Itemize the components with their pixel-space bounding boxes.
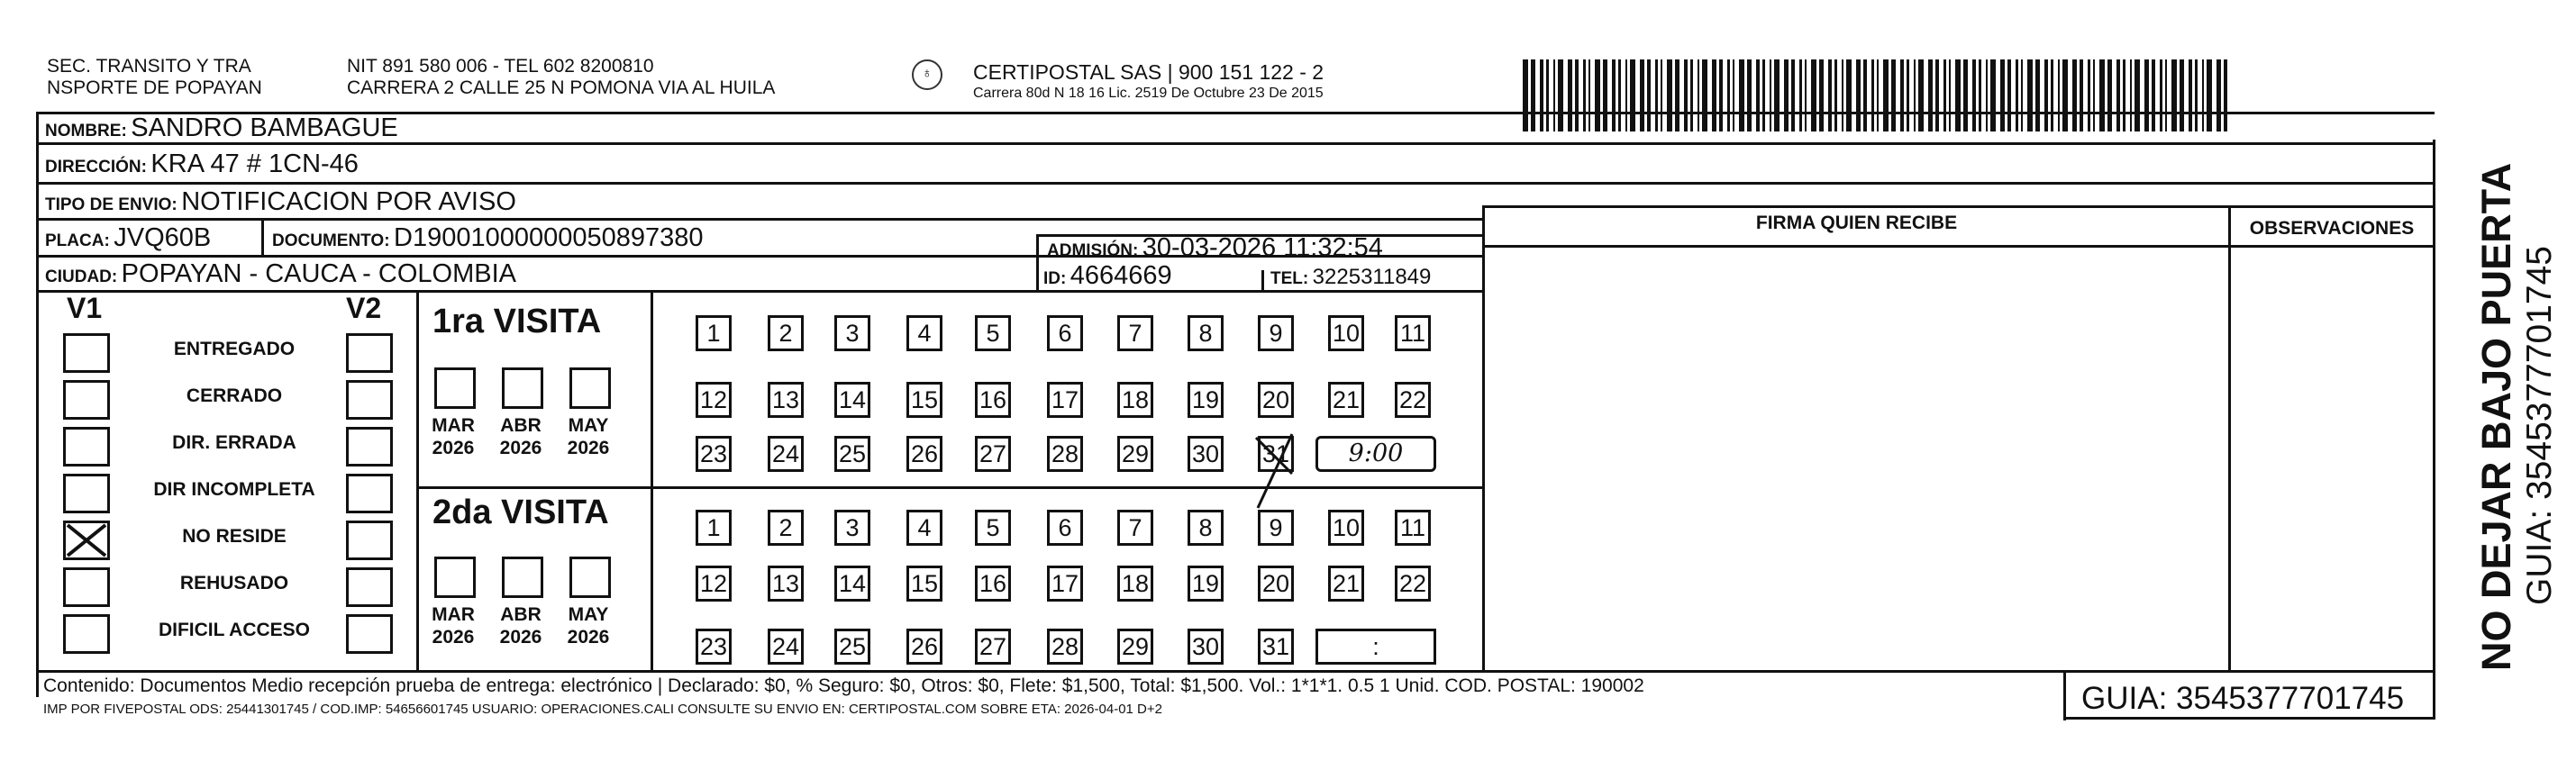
first-visit-day-box[interactable]: 3 [834, 315, 870, 351]
barcode-bar [1603, 59, 1607, 131]
first-visit-title: 1ra VISITA [432, 303, 602, 340]
second-visit-day-box[interactable]: 9 [1258, 510, 1294, 546]
barcode-bar [1943, 59, 1946, 131]
barcode-bar [1546, 59, 1549, 131]
courier-info: CERTIPOSTAL SAS | 900 151 122 - 2 Carrera 80d N 18 16 Lic. 2519 De Octubre 23 De 2015 [973, 60, 1324, 101]
barcode-bar [2144, 59, 2149, 131]
barcode-bar [1756, 59, 1760, 131]
id-row [1043, 261, 1172, 291]
footer-guia: GUIA: 3545377701745 [2081, 681, 2405, 716]
direccion-value: KRA 47 # 1CN-46 [150, 149, 359, 178]
second-visit-day-box[interactable]: 23 [696, 629, 732, 665]
first-visit-month-checkbox[interactable] [502, 367, 543, 409]
first-visit-month-label: ABR 2026 [499, 415, 542, 458]
second-visit-day-box[interactable]: 5 [975, 510, 1011, 546]
barcode-bar [2021, 59, 2023, 131]
ciudad-label: CIUDAD: [45, 267, 118, 286]
second-visit-day-box[interactable]: 18 [1117, 566, 1153, 602]
day-cross-mark [1251, 430, 1301, 512]
first-visit-time-box[interactable]: 9:00 [1315, 436, 1436, 472]
barcode-bar [2072, 59, 2077, 131]
barcode-bar [2107, 59, 2112, 131]
v2-checkbox[interactable] [346, 614, 393, 654]
tipo-label: TIPO DE ENVIO: [45, 195, 177, 214]
barcode-bar [1630, 59, 1635, 131]
second-visit-day-box[interactable]: 11 [1395, 510, 1431, 546]
second-visit-day-box[interactable]: 30 [1188, 629, 1224, 665]
nombre-row [45, 113, 398, 143]
barcode-bar [1842, 59, 1843, 131]
nombre-label: NOMBRE: [45, 122, 127, 140]
ciudad-row [45, 259, 516, 289]
second-visit-day-box[interactable]: 6 [1047, 510, 1083, 546]
v1-checkbox[interactable] [63, 380, 110, 420]
v1-checkbox[interactable] [63, 474, 110, 513]
second-visit-month-checkbox[interactable] [434, 557, 476, 598]
direccion-row [45, 149, 359, 179]
footer-content: Contenido: Documentos Medio recepción prueba de entrega: electrónico | Declarado: $0, % Seguro: $0, Otros: $0, Flete: $1,500, Total: $1,500. Vol.: 1*1*1. 0.5 1 Unid. COD. POSTAL: 190002 [43, 675, 1644, 696]
barcode-bar [1690, 59, 1693, 131]
v1-checkbox[interactable] [63, 427, 110, 467]
barcode-bar [1675, 59, 1679, 131]
barcode-bar [1612, 59, 1616, 131]
barcode-bar [2116, 59, 2120, 131]
second-visit-day-box[interactable]: 15 [906, 566, 942, 602]
barcode-bar [1891, 59, 1896, 131]
v2-checkbox[interactable] [346, 567, 393, 607]
barcode-bar [1647, 59, 1651, 131]
tipo-value: NOTIFICACION POR AVISO [181, 187, 516, 216]
documento-label: DOCUMENTO: [272, 231, 390, 250]
second-visit-day-box[interactable]: 14 [834, 566, 870, 602]
first-visit-day-box[interactable]: 14 [834, 382, 870, 418]
second-visit-day-box[interactable]: 8 [1188, 510, 1224, 546]
first-visit-day-box[interactable]: 12 [696, 382, 732, 418]
barcode-bar [1846, 59, 1852, 131]
barcode-bar [1949, 59, 1951, 131]
barcode-bar [1575, 59, 1579, 131]
admision-value: 30-03-2026 11:32:54 [1142, 233, 1383, 262]
barcode-bar [2130, 59, 2132, 131]
barcode-bar [1774, 59, 1780, 131]
sender-name: SEC. TRANSITO Y TRA NSPORTE DE POPAYAN [47, 56, 262, 98]
barcode-bar [1805, 59, 1807, 131]
first-visit-day-box[interactable]: 29 [1117, 436, 1153, 472]
first-visit-day-box[interactable]: 22 [1395, 382, 1431, 418]
barcode-bar [1667, 59, 1672, 131]
first-visit-day-box[interactable]: 28 [1047, 436, 1083, 472]
second-visit-day-box[interactable]: 2 [768, 510, 804, 546]
admision-label: ADMISIÓN: [1047, 241, 1139, 260]
first-visit-day-box[interactable]: 15 [906, 382, 942, 418]
second-visit-day-box[interactable]: 12 [696, 566, 732, 602]
v2-checkbox[interactable] [346, 333, 393, 373]
second-visit-time-box[interactable]: : [1315, 629, 1436, 665]
second-visit-day-box[interactable]: 29 [1117, 629, 1153, 665]
second-visit-month-checkbox[interactable] [569, 557, 611, 598]
barcode-bar [1540, 59, 1543, 131]
documento-row [272, 223, 704, 253]
ciudad-value: POPAYAN - CAUCA - COLOMBIA [121, 259, 516, 288]
barcode-bar [1727, 59, 1730, 131]
barcode-bar [2180, 59, 2184, 131]
first-visit-day-box[interactable]: 4 [906, 315, 942, 351]
barcode-bar [1883, 59, 1889, 131]
status-label: DIR. ERRADA [172, 432, 296, 453]
barcode-bar [2051, 59, 2053, 131]
first-visit-day-box[interactable]: 26 [906, 436, 942, 472]
first-visit-day-box[interactable]: 23 [696, 436, 732, 472]
barcode-bar [2062, 59, 2068, 131]
id-value: 4664669 [1070, 261, 1172, 290]
nombre-value: SANDRO BAMBAGUE [131, 113, 398, 142]
second-visit-month-checkbox[interactable] [502, 557, 543, 598]
barcode-bar [1739, 59, 1744, 131]
barcode-bar [1871, 59, 1874, 131]
v2-checkbox[interactable] [346, 427, 393, 467]
barcode-bar [2189, 59, 2192, 131]
barcode-bar [1655, 59, 1658, 131]
barcode-bar [1618, 59, 1621, 131]
v1-header: V1 [67, 292, 103, 324]
second-visit-month-label: MAY 2026 [567, 604, 610, 648]
first-visit-day-box[interactable]: 25 [834, 436, 870, 472]
barcode-bar [1979, 59, 1981, 131]
barcode-bar [2171, 59, 2177, 131]
barcode-bar [1935, 59, 1939, 131]
first-visit-month-checkbox[interactable] [434, 367, 476, 409]
barcode-bar [1595, 59, 1600, 131]
barcode-bar [2058, 59, 2060, 131]
footer-print-info: IMP POR FIVEPOSTAL ODS: 25441301745 / COD.IMP: 54656601745 USUARIO: OPERACIONES.CALI CONSULTE SU ENVIO EN: CERTIPOSTAL.COM SOBRE ETA: 2026-04-01 D+2 [43, 702, 1162, 717]
barcode-bar [1719, 59, 1723, 131]
v1-checkbox[interactable] [63, 521, 110, 560]
barcode-bar [1625, 59, 1627, 131]
first-visit-day-box[interactable]: 20 [1258, 382, 1294, 418]
first-visit-month-checkbox[interactable] [569, 367, 611, 409]
barcode-bar [1811, 59, 1816, 131]
barcode-bar [2135, 59, 2140, 131]
first-visit-day-box[interactable]: 31 [1258, 436, 1294, 472]
placa-label: PLACA: [45, 231, 110, 250]
barcode [1523, 59, 2235, 131]
barcode-bar [1588, 59, 1590, 131]
first-visit-day-box[interactable]: 30 [1188, 436, 1224, 472]
first-visit-day-box[interactable]: 16 [975, 382, 1011, 418]
barcode-bar [2007, 59, 2011, 131]
barcode-bar [2099, 59, 2105, 131]
v1-checkbox[interactable] [63, 614, 110, 654]
second-visit-day-box[interactable]: 19 [1188, 566, 1224, 602]
barcode-bar [2093, 59, 2095, 131]
barcode-bar [1553, 59, 1555, 131]
firma-header: FIRMA QUIEN RECIBE [1755, 213, 1958, 233]
barcode-bar [1640, 59, 1644, 131]
placa-value: JVQ60B [114, 223, 212, 252]
barcode-bar [2016, 59, 2018, 131]
second-visit-title: 2da VISITA [432, 494, 609, 531]
first-visit-day-box[interactable]: 10 [1328, 315, 1364, 351]
first-visit-day-box[interactable]: 27 [975, 436, 1011, 472]
tipo-row [45, 187, 516, 217]
barcode-bar [2027, 59, 2033, 131]
first-visit-day-box[interactable]: 7 [1117, 315, 1153, 351]
first-visit-day-box[interactable]: 24 [768, 436, 804, 472]
barcode-bar [1770, 59, 1771, 131]
second-visit-day-box[interactable]: 17 [1047, 566, 1083, 602]
barcode-bar [1907, 59, 1909, 131]
first-visit-day-box[interactable]: 1 [696, 315, 732, 351]
direccion-label: DIRECCIÓN: [45, 158, 147, 177]
status-label: CERRADO [186, 385, 283, 406]
second-visit-day-box[interactable]: 25 [834, 629, 870, 665]
barcode-bar [1877, 59, 1879, 131]
barcode-bar [2080, 59, 2083, 131]
barcode-bar [1928, 59, 1933, 131]
barcode-bar [1819, 59, 1824, 131]
barcode-bar [2165, 59, 2167, 131]
barcode-bar [1558, 59, 1563, 131]
first-visit-day-box[interactable]: 17 [1047, 382, 1083, 418]
barcode-bar [1986, 59, 1988, 131]
second-visit-day-box[interactable]: 10 [1328, 510, 1364, 546]
barcode-bar [2123, 59, 2125, 131]
second-visit-day-box[interactable]: 20 [1258, 566, 1294, 602]
first-visit-month-label: MAR 2026 [432, 415, 475, 458]
barcode-bar [1791, 59, 1795, 131]
barcode-bar [2000, 59, 2005, 131]
courier-logo-icon: ♁ [912, 59, 942, 90]
second-visit-day-box[interactable]: 21 [1328, 566, 1364, 602]
barcode-bar [1583, 59, 1586, 131]
barcode-bar [1972, 59, 1976, 131]
barcode-bar [2035, 59, 2040, 131]
barcode-bar [1856, 59, 1861, 131]
barcode-bar [1702, 59, 1707, 131]
second-visit-day-box[interactable]: 7 [1117, 510, 1153, 546]
barcode-bar [1918, 59, 1924, 131]
barcode-bar [1684, 59, 1688, 131]
barcode-bar [2088, 59, 2090, 131]
second-visit-day-box[interactable]: 28 [1047, 629, 1083, 665]
v2-checkbox[interactable] [346, 521, 393, 560]
barcode-bar [1963, 59, 1968, 131]
tel-label: TEL: [1270, 269, 1309, 288]
tel-row [1270, 265, 1431, 290]
id-label: ID: [1043, 269, 1067, 288]
barcode-bar [1828, 59, 1832, 131]
second-visit-day-box[interactable]: 3 [834, 510, 870, 546]
barcode-bar [1914, 59, 1916, 131]
v2-checkbox[interactable] [346, 380, 393, 420]
admision-row [1047, 233, 1383, 263]
status-label: REHUSADO [179, 573, 289, 593]
second-visit-day-box[interactable]: 22 [1395, 566, 1431, 602]
barcode-bar [2160, 59, 2162, 131]
first-visit-day-box[interactable]: 6 [1047, 315, 1083, 351]
second-visit-day-box[interactable]: 1 [696, 510, 732, 546]
barcode-bar [1955, 59, 1961, 131]
sender-contact: NIT 891 580 006 - TEL 602 8200810 CARRERA 2 CALLE 25 N POMONA VIA AL HUILA [347, 56, 776, 98]
v1-checkbox[interactable] [63, 567, 110, 607]
barcode-bar [1834, 59, 1837, 131]
v2-checkbox[interactable] [346, 474, 393, 513]
first-visit-day-box[interactable]: 19 [1188, 382, 1224, 418]
status-label: NO RESIDE [182, 526, 287, 547]
first-visit-day-box[interactable]: 13 [768, 382, 804, 418]
barcode-bar [1733, 59, 1734, 131]
observaciones-header: OBSERVACIONES [2249, 218, 2415, 239]
barcode-bar [2195, 59, 2198, 131]
side-warning: NO DEJAR BAJO PUERTA [2473, 162, 2519, 671]
barcode-bar [1523, 59, 1528, 131]
first-visit-day-box[interactable]: 8 [1188, 315, 1224, 351]
v1-checkbox[interactable] [63, 333, 110, 373]
barcode-bar [1990, 59, 1996, 131]
barcode-bar [1568, 59, 1572, 131]
first-visit-day-box[interactable]: 21 [1328, 382, 1364, 418]
status-label: ENTREGADO [173, 339, 296, 359]
barcode-bar [2044, 59, 2048, 131]
first-visit-day-box[interactable]: 18 [1117, 382, 1153, 418]
second-visit-day-box[interactable]: 31 [1258, 629, 1294, 665]
barcode-bar [2216, 59, 2221, 131]
barcode-bar [1762, 59, 1765, 131]
first-visit-month-label: MAY 2026 [567, 415, 610, 458]
status-label: DIR INCOMPLETA [153, 479, 315, 500]
first-visit-day-box[interactable]: 2 [768, 315, 804, 351]
barcode-bar [1531, 59, 1535, 131]
barcode-bar [1799, 59, 1802, 131]
placa-row [45, 223, 211, 253]
barcode-bar [1863, 59, 1867, 131]
second-visit-day-box[interactable]: 26 [906, 629, 942, 665]
first-visit-day-box[interactable]: 11 [1395, 315, 1431, 351]
barcode-bar [1698, 59, 1699, 131]
barcode-bar [2202, 59, 2204, 131]
first-visit-day-box[interactable]: 9 [1258, 315, 1294, 351]
barcode-bar [1747, 59, 1752, 131]
barcode-bar [1712, 59, 1716, 131]
second-visit-day-box[interactable]: 16 [975, 566, 1011, 602]
barcode-bar [2152, 59, 2155, 131]
second-visit-day-box[interactable]: 24 [768, 629, 804, 665]
v2-header: V2 [346, 292, 382, 324]
side-guia: GUIA: 3545377701745 [2520, 246, 2559, 605]
barcode-bar [2224, 59, 2227, 131]
barcode-bar [1784, 59, 1789, 131]
barcode-bar [1900, 59, 1904, 131]
second-visit-day-box[interactable]: 13 [768, 566, 804, 602]
second-visit-month-label: ABR 2026 [499, 604, 542, 648]
documento-value: D19001000000050897380 [394, 223, 704, 252]
tel-value: 3225311849 [1312, 265, 1432, 289]
second-visit-day-box[interactable]: 27 [975, 629, 1011, 665]
second-visit-month-label: MAR 2026 [432, 604, 475, 648]
barcode-bar [2207, 59, 2212, 131]
second-visit-day-box[interactable]: 4 [906, 510, 942, 546]
status-label: DIFICIL ACCESO [158, 620, 310, 640]
first-visit-day-box[interactable]: 5 [975, 315, 1011, 351]
barcode-bar [1661, 59, 1662, 131]
